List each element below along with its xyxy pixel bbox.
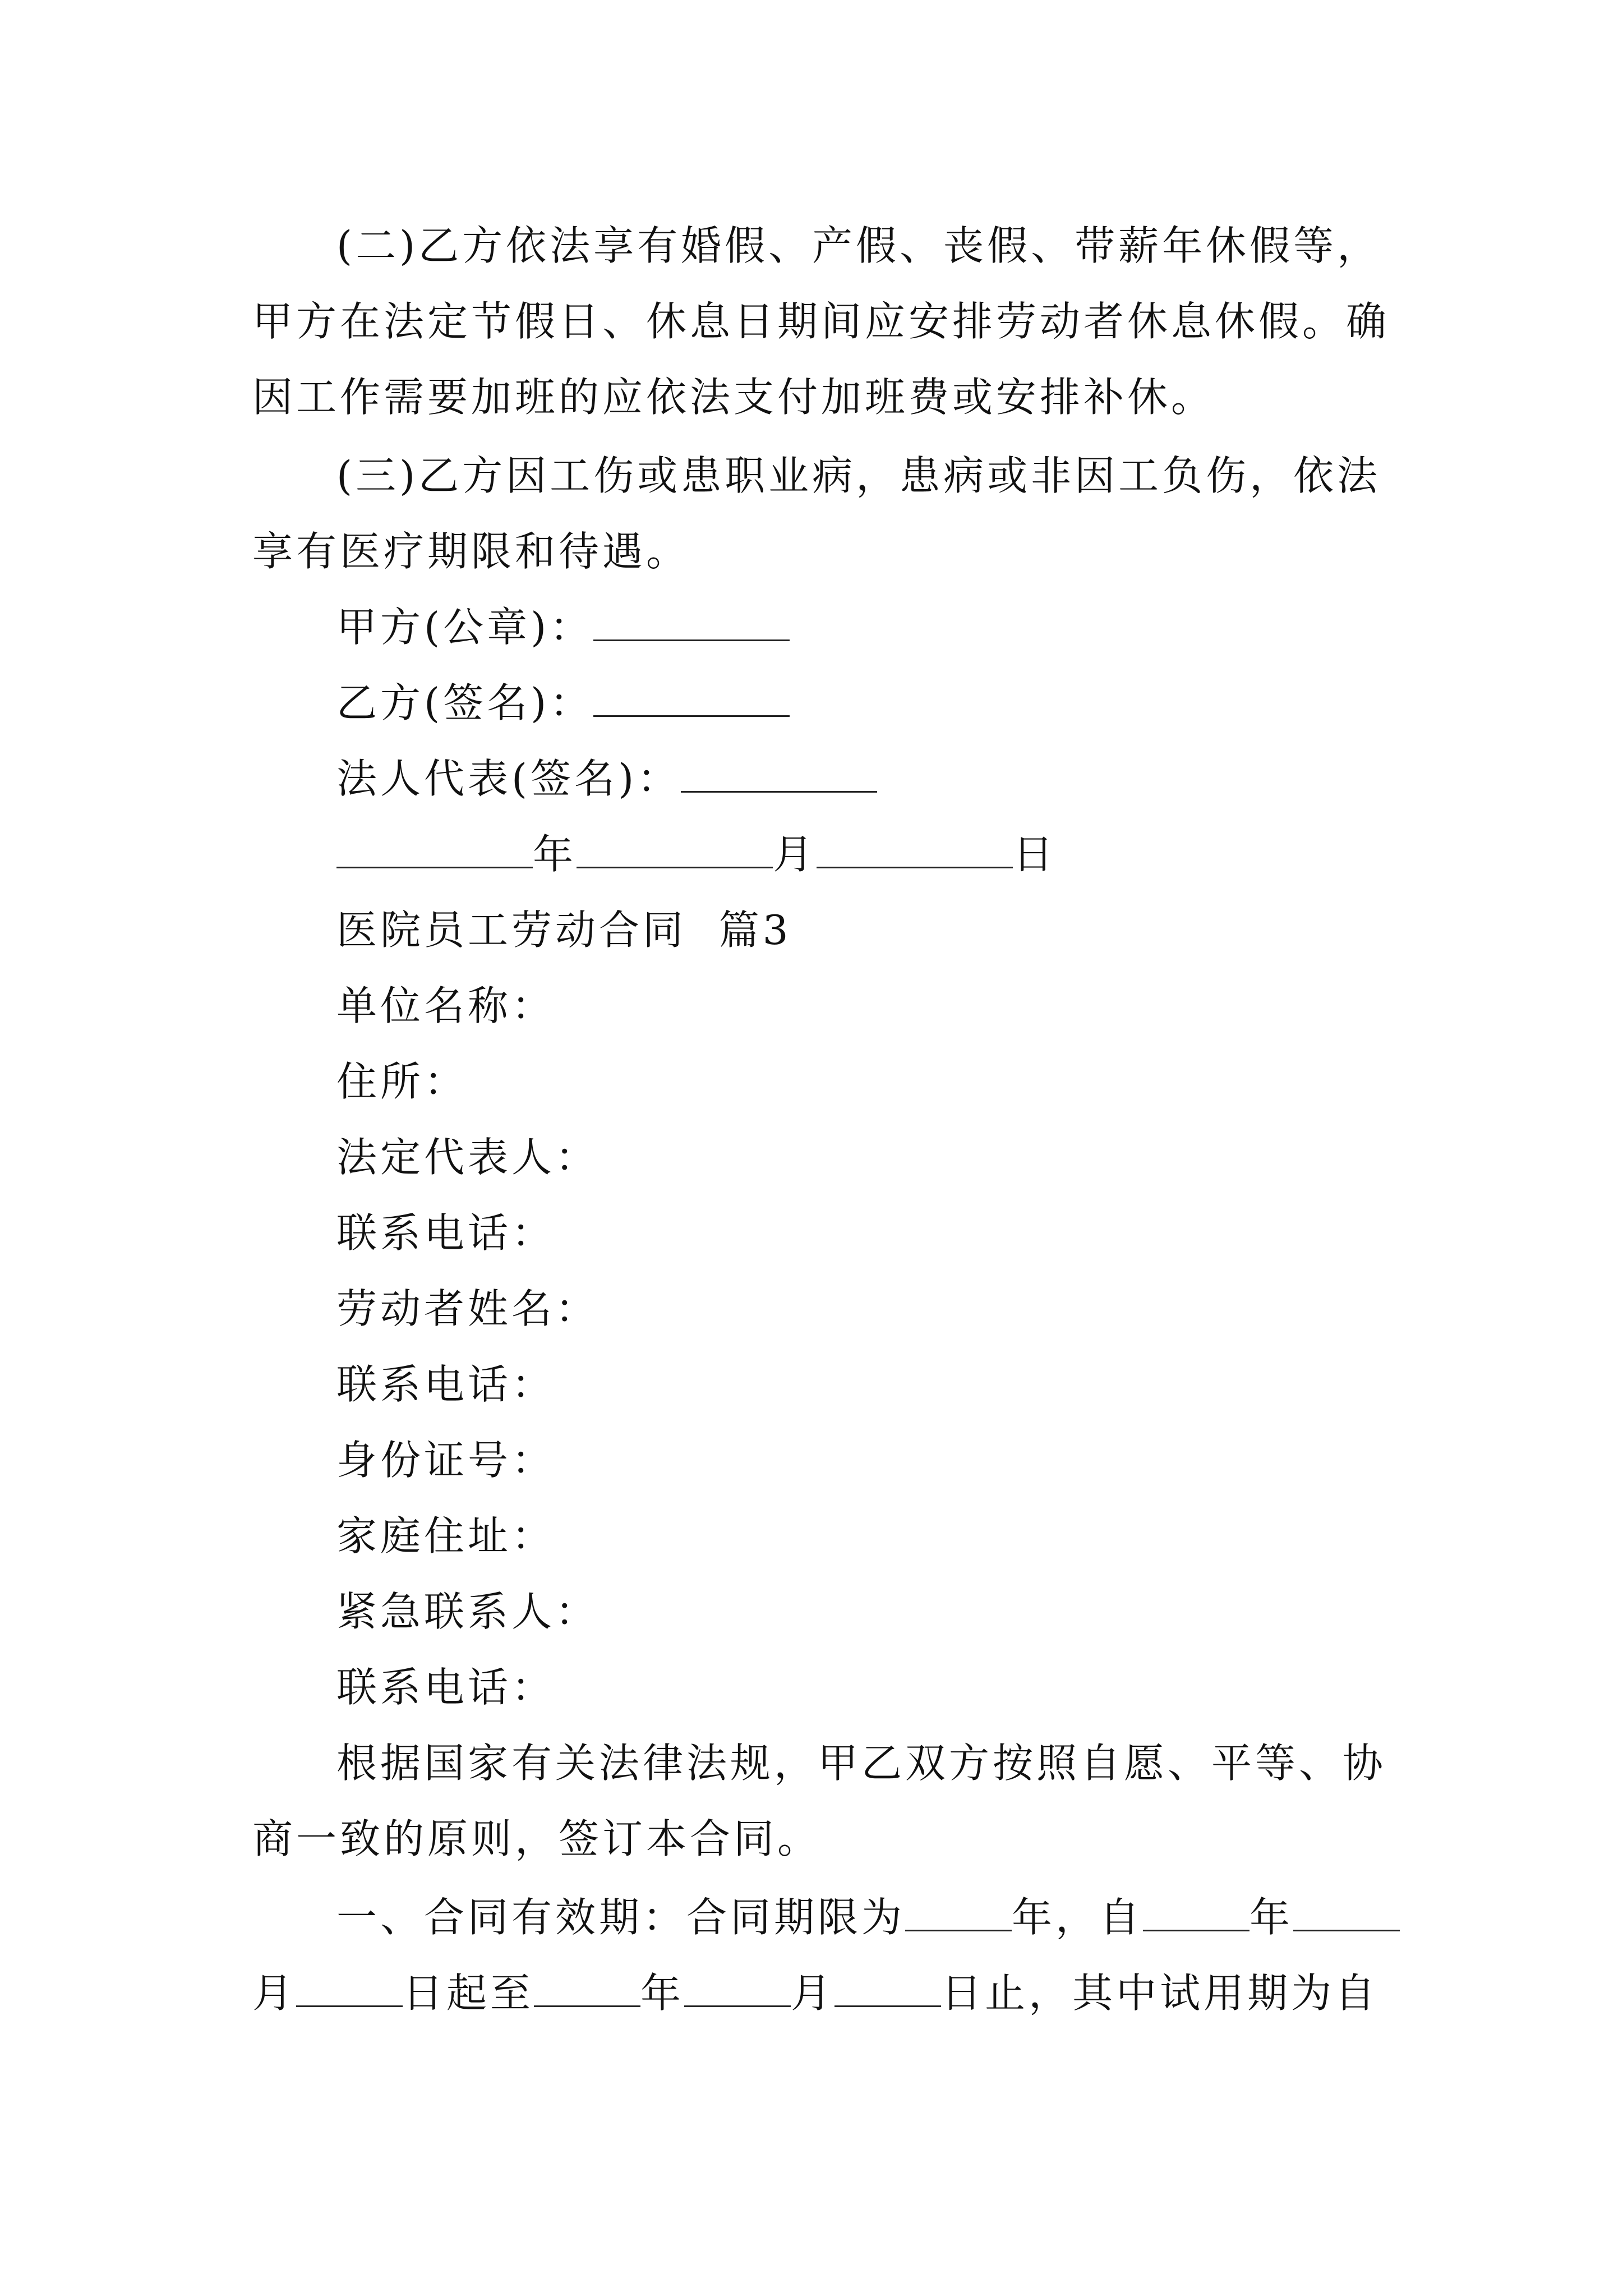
end-month-label: 月 [791, 1970, 835, 2017]
paragraph-rest-2-line2: 甲方在法定节假日、休息日期间应安排劳动者休息休假。确 [252, 298, 1390, 345]
end-day-label: 日止，其中试用期为自 [941, 1970, 1379, 2017]
field-employee-name: 劳动者姓名： [336, 1285, 600, 1332]
field-phone-employee: 联系电话： [336, 1361, 556, 1408]
end-month-blank [684, 1966, 791, 2007]
signature-legal-rep [336, 752, 1469, 806]
end-year-label: 年 [640, 1970, 685, 2017]
start-day-blank [296, 1966, 403, 2007]
signature-party-b [336, 676, 1469, 730]
preamble-line2: 商一致的原则，签订本合同。 [252, 1815, 822, 1862]
signature-party-b-label: 乙方(签名)： [336, 679, 594, 726]
field-phone-emergency: 联系电话： [336, 1664, 556, 1711]
date-day-label: 日 [1013, 831, 1057, 878]
field-address: 住所： [336, 1058, 468, 1105]
field-phone-employer: 联系电话： [336, 1209, 556, 1257]
date-year-blank [336, 827, 533, 868]
paragraph-rest-2-line3: 因工作需要加班的应依法支付加班费或安排补休。 [252, 374, 1215, 421]
paragraph-rest-3-line1: (三)乙方因工伤或患职业病，患病或非因工负伤，依法 [336, 452, 1381, 499]
date-day-blank [817, 827, 1013, 868]
start-month-blank [1293, 1890, 1400, 1931]
field-unit-name: 单位名称： [336, 982, 556, 1029]
date-month-label: 月 [773, 831, 817, 878]
term-clause-intro: 一、合同有效期：合同期限为 [336, 1894, 906, 1941]
section-title: 医院员工劳动合同 篇3 [336, 907, 792, 954]
start-day-label: 日起至 [403, 1970, 534, 2017]
paragraph-rest-3-line2: 享有医疗期限和待遇。 [252, 528, 690, 575]
end-day-blank [834, 1966, 941, 2007]
term-year-from-label: 年，自 [1012, 1894, 1144, 1941]
field-legal-representative: 法定代表人： [336, 1134, 600, 1181]
field-emergency-contact: 紧急联系人： [336, 1588, 600, 1635]
start-month-label: 月 [252, 1970, 297, 2017]
signature-party-a [336, 600, 1469, 654]
date-month-blank [577, 827, 773, 868]
signature-party-a-label: 甲方(公章)： [336, 604, 594, 651]
field-home-address: 家庭住址： [336, 1512, 556, 1559]
term-years-blank [905, 1890, 1012, 1931]
start-year-blank [1143, 1890, 1249, 1931]
signature-legal-rep-label: 法人代表(签名)： [336, 755, 681, 802]
date-year-label: 年 [533, 831, 577, 878]
signature-party-a-blank [593, 600, 790, 641]
signature-party-b-blank [593, 676, 790, 717]
field-id-number: 身份证号： [336, 1437, 556, 1484]
end-year-blank [534, 1966, 640, 2007]
preamble-line1: 根据国家有关法律法规，甲乙双方按照自愿、平等、协 [336, 1740, 1387, 1787]
term-clause-line2 [252, 1966, 1385, 2020]
term-clause-line1 [336, 1890, 1469, 1944]
paragraph-rest-2-line1: (二)乙方依法享有婚假、产假、丧假、带薪年休假等， [336, 222, 1381, 269]
signature-legal-rep-blank [681, 752, 877, 793]
signature-date [336, 827, 1469, 881]
start-year-label: 年 [1249, 1894, 1294, 1941]
